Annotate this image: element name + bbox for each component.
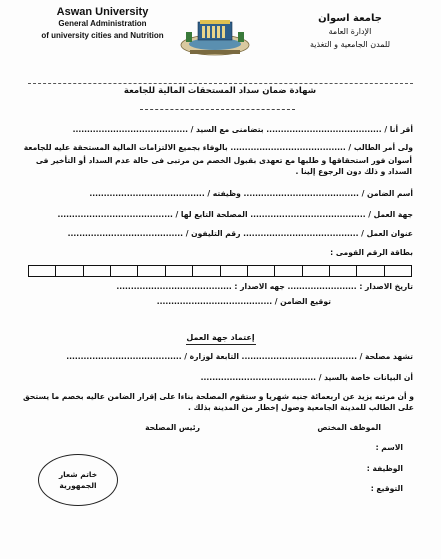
id-digit-box[interactable]: [165, 266, 192, 276]
guarantor-declaration-line: أقر أنا / ........................................ بتضامنى مع السيد / ........................................: [72, 125, 413, 134]
administration-en: General Administration: [58, 19, 147, 28]
guarantor-name-line: أسم الضامن / ........................................ وظيفته / ........................................: [89, 189, 413, 198]
commitment-paragraph: أسوان فور استحقاقها و طلبها مع تعهدى بقبول الخصم من مرتبى فى حالة عدم السداد أو التأخير فى السداد و ذلك دون الرجوع إلينا .: [35, 156, 412, 176]
department-ar: للمدن الجامعية و التغذية: [309, 40, 391, 49]
id-digit-box[interactable]: [247, 266, 274, 276]
header-arabic: [295, 12, 405, 51]
id-digit-box[interactable]: [384, 266, 411, 276]
id-digit-box[interactable]: [192, 266, 219, 276]
student-guardian-line: ولى أمر الطالب / ........................................ بالوفاء بجميع الالتزامات المالية المستحقة عليه للجامعة: [23, 143, 413, 152]
seal-text-line1: خاتم شعار: [58, 470, 98, 479]
administration-ar: الإدارة العامة: [328, 27, 372, 36]
id-digit-box[interactable]: [356, 266, 383, 276]
signer-signature-label: التوقيع :: [370, 484, 403, 493]
signer-job-label: الوظيفة :: [366, 464, 403, 473]
section-underline: [186, 344, 256, 345]
signer-name-label: الاسم :: [375, 443, 403, 452]
seal-text-line2: الجمهورية: [59, 481, 97, 490]
official-label: الموظف المختص: [317, 423, 381, 432]
guarantor-signature-line: توقيع الضامن / ........................................: [156, 297, 331, 306]
university-emblem-icon: [176, 12, 254, 58]
workplace-line: جهة العمل / ........................................ المصلحة التابع لها / ........................................: [57, 210, 413, 219]
id-digit-box[interactable]: [302, 266, 329, 276]
issue-date-line: تاريخ الاصدار : ........................ جهه الاصدار : ........................................: [116, 282, 413, 291]
id-digit-box[interactable]: [137, 266, 164, 276]
id-digit-box[interactable]: [83, 266, 110, 276]
header-english: [30, 6, 175, 42]
id-digit-box[interactable]: [329, 266, 356, 276]
university-name-en: Aswan University: [56, 6, 149, 18]
employee-data-line: أن البيانات خاصة بالسيد / ........................................: [200, 373, 413, 382]
work-address-line: عنوان العمل / ........................................ رقم التليفون / ........................................: [67, 229, 413, 238]
national-id-label: بطاقة الرقم القومى :: [330, 248, 413, 257]
employer-certifies-line: تشهد مصلحة / ........................................ التابعة لوزارة / ........................................: [66, 352, 413, 361]
department-head-label: رئيس المصلحة: [145, 423, 200, 432]
id-digit-box[interactable]: [55, 266, 82, 276]
id-digit-box[interactable]: [274, 266, 301, 276]
title-underline: [140, 109, 295, 110]
national-id-grid[interactable]: [28, 265, 412, 277]
university-name-ar: جامعة اسوان: [318, 13, 382, 24]
id-digit-box[interactable]: [110, 266, 137, 276]
form-title: شهادة ضمان سداد المستحقات المالية للجامعة: [123, 86, 317, 96]
id-digit-box[interactable]: [220, 266, 247, 276]
employer-approval-title: إعتماد جهة العمل: [186, 333, 255, 342]
republic-seal-placeholder: [38, 454, 118, 506]
header-divider: [28, 83, 413, 84]
id-digit-box[interactable]: [29, 266, 55, 276]
department-en: of university cities and Nutrition: [41, 31, 164, 40]
salary-deduction-paragraph: و أن مرتبه يزيد عن اربعمائة جنيه شهريا و ستقوم المصلحة بناءا على إقرار الضامن عاليه بخصم ما يستحق على الطالب للمدينة الجامعية وصول إخطار من المدينة بذلك .: [23, 392, 414, 412]
